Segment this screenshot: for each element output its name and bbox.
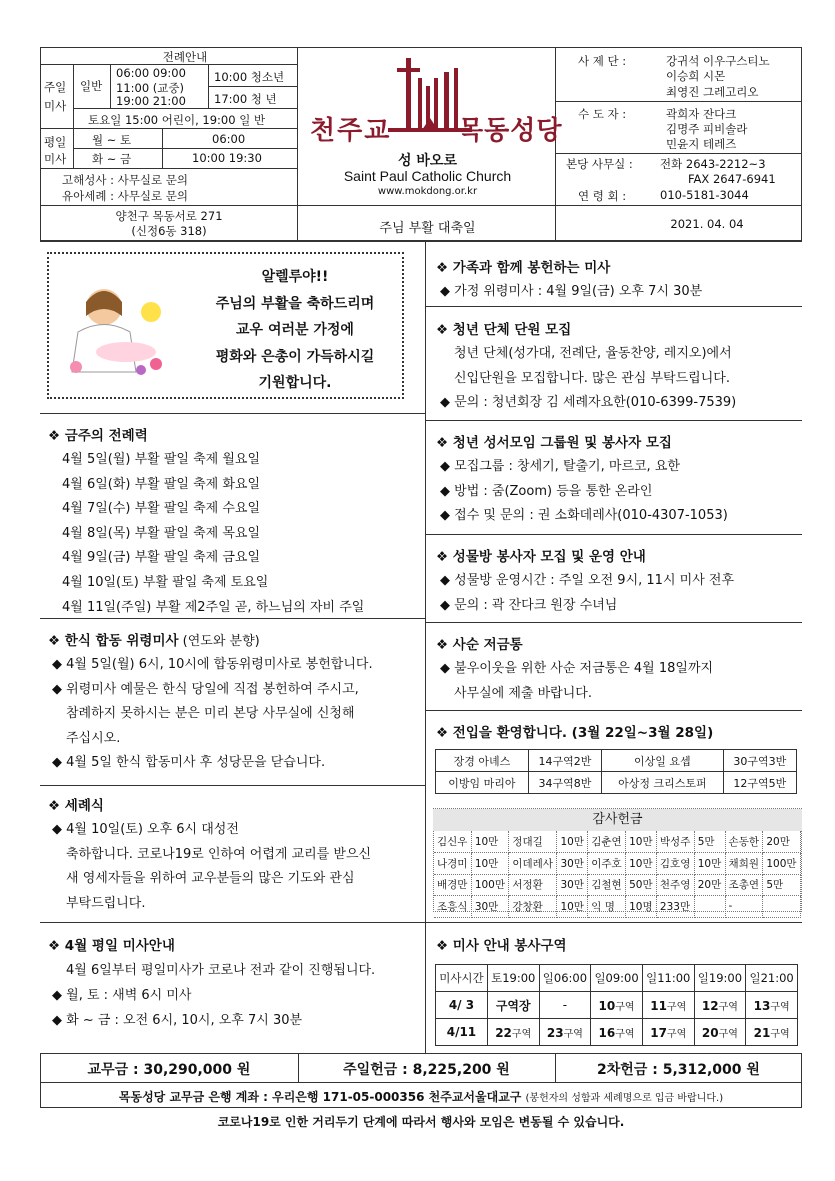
- youth-line: 청년 단체(성가대, 전례단, 율동찬양, 레지오)에서: [454, 346, 732, 361]
- nun-1: 곽희자 잔다크: [666, 107, 737, 121]
- weekday-days-2: 화 ~ 금: [92, 152, 132, 166]
- liturgy-item: 4월 10일(토) 부활 팔일 축제 토요일: [62, 574, 269, 590]
- lent-title: ❖ 사순 저금통: [436, 637, 523, 653]
- youth-line: 신입단원을 모집합니다. 많은 관심 부탁드립니다.: [454, 370, 730, 386]
- thanks-title: 감사헌금: [433, 809, 802, 831]
- greeting-message: [190, 264, 400, 397]
- family-mass-line: ◆ 가정 위령미사 : 4월 9일(금) 오후 7시 30분: [440, 284, 703, 299]
- office-fax: FAX 2647-6941: [688, 172, 776, 186]
- weekday-time-1: 06:00: [212, 132, 246, 146]
- nun-2: 김명주 피비솔라: [666, 122, 748, 136]
- welcome-name: 장경 아녜스: [436, 750, 529, 772]
- weekday-mass-line: 4월 6일부터 평일미사가 코로나 전과 같이 진행됩니다.: [66, 963, 376, 978]
- liturgy-item: 4월 11일(주일) 부활 제2주일 곧, 하느님의 자비 주일: [62, 599, 365, 615]
- sunday-offering-total: 주일헌금 : 8,225,200 원: [343, 1062, 510, 1078]
- bank-account: [40, 1088, 802, 1105]
- table-row: 조흥식 30만 강창환 10만 익 명 10명 233만 -: [434, 896, 801, 918]
- welcome-zone: 14구역2반: [528, 750, 601, 772]
- welcome-name: 아상정 크리스토퍼: [602, 772, 724, 794]
- liturgy-item: 4월 7일(수) 부활 팔일 축제 수요일: [62, 501, 261, 517]
- table-row: 배경만 100만 서정환 30만 김철현 50만 천주영 20만 조총연 5만: [434, 874, 801, 896]
- welcome-zone: 12구역5반: [723, 772, 796, 794]
- dues-total: 교무금 : 30,290,000 원: [87, 1062, 251, 1078]
- confession-info: 고해성사 : 사무실로 문의: [62, 173, 188, 187]
- sunday-time-1: 06:00 09:00: [116, 66, 186, 80]
- welcome-zone: 30구역3반: [723, 750, 796, 772]
- schedule-title: 전례안내: [162, 50, 208, 64]
- priest-2: 이승희 시몬: [666, 69, 726, 83]
- hansik-line: ◆ 위령미사 예물은 한식 당일에 직접 봉헌하여 주시고,: [52, 681, 359, 697]
- bible-line: ◆ 접수 및 문의 : 권 소화데레사(010-4307-1053): [440, 508, 728, 524]
- sunday-general-label: 일반: [80, 79, 103, 93]
- bank-note: (봉헌자의 성함과 세례명으로 입금 바랍니다.): [525, 1093, 724, 1104]
- youth-lines: [440, 342, 736, 416]
- greeting-line-3: 교우 여러분 가정에: [236, 322, 354, 338]
- store-lines: [440, 569, 734, 618]
- sunday-mass-label: 주일 미사: [44, 80, 67, 113]
- weekday-mass-lines: [52, 958, 375, 1033]
- second-offering-total: 2차헌금 : 5,312,000 원: [597, 1062, 760, 1078]
- youth-title: ❖ 청년 단체 단원 모집: [436, 322, 572, 338]
- table-row: [436, 750, 797, 772]
- legion-label: 연 령 회 :: [578, 189, 627, 203]
- baptism-lines: [52, 818, 371, 916]
- sunday-time-2: 11:00 (교중): [116, 81, 184, 95]
- infant-baptism-info: 유아세례 : 사무실로 문의: [62, 189, 188, 203]
- mass-service-title: ❖ 미사 안내 봉사구역: [436, 938, 567, 954]
- family-mass-title: ❖ 가족과 함께 봉헌하는 미사: [436, 260, 611, 276]
- baptism-title: ❖ 세례식: [48, 798, 104, 814]
- address-line-1: 양천구 목동서로 271: [115, 209, 223, 223]
- weekday-mass-line: ◆ 월, 토 : 새벽 6시 미사: [52, 988, 192, 1003]
- website-link[interactable]: www.mokdong.or.kr: [377, 186, 478, 197]
- lent-lines: [440, 657, 713, 706]
- jesus-illustration-icon: [56, 272, 171, 377]
- office-label: 본당 사무실 :: [566, 157, 633, 171]
- liturgy-title: ❖ 금주의 전례력: [48, 428, 148, 444]
- nuns-label: 수 도 자 :: [578, 107, 627, 121]
- liturgy-item: 4월 8일(목) 부활 팔일 축제 목요일: [62, 525, 261, 541]
- feast-title: 주님 부활 대축일: [379, 221, 476, 236]
- saturday-mass: 토요일 15:00 어린이, 19:00 일 반: [88, 113, 266, 127]
- bible-line: ◆ 방법 : 줌(Zoom) 등을 통한 온라인: [440, 483, 653, 499]
- mass-service-table: [435, 964, 798, 1046]
- hansik-title: ❖ 한식 합동 위령미사: [48, 633, 179, 649]
- welcome-name: 이상일 요셉: [602, 750, 724, 772]
- baptism-line: 축하합니다. 코로나19로 인하여 어렵게 교리를 받으신: [66, 846, 372, 862]
- welcome-name: 이방임 마리아: [436, 772, 529, 794]
- covid-notice: 코로나19로 인한 거리두기 단계에 따라서 행사와 모임은 변동될 수 있습니다.: [217, 1115, 625, 1129]
- hansik-line: 참례하지 못하시는 분은 미리 본당 사무실에 신청해: [66, 706, 355, 722]
- priest-3: 최영진 그레고리오: [666, 85, 759, 99]
- bible-title: ❖ 청년 성서모임 그룹원 및 봉사자 모집: [436, 435, 672, 451]
- table-row: 김신우 10만 정대길 10만 김춘연 10만 박성주 5만 손동한 20만: [434, 831, 801, 853]
- thanks-table: [434, 831, 801, 918]
- priest-1: 강귀석 이우구스티노: [666, 54, 770, 68]
- church-name-left: 천주교: [310, 116, 392, 146]
- hansik-line: ◆ 4월 5일 한식 합동미사 후 성당문을 닫습니다.: [52, 755, 326, 771]
- table-row: 4/11 22구역 23구역 16구역 17구역 20구역 21구역: [436, 1019, 798, 1046]
- bible-line: ◆ 모집그룹 : 창세기, 탈출기, 마르코, 요한: [440, 459, 680, 474]
- table-row: [436, 772, 797, 794]
- lent-line: 사무실에 제출 바랍니다.: [454, 685, 592, 701]
- weekday-mass-title: ❖ 4월 평일 미사안내: [48, 938, 175, 954]
- church-patron: 성 바오로: [398, 153, 457, 169]
- bank-account-text: 목동성당 교무금 은행 계좌 : 우리은행 171-05-000356 천주교서울대교구: [118, 1090, 522, 1104]
- greeting-line-2: 주님의 부활을 축하드리며: [215, 295, 375, 312]
- church-english-name: Saint Paul Catholic Church: [343, 168, 512, 184]
- table-row: 4/ 3 구역장 - 10구역 11구역 12구역 13구역: [436, 992, 798, 1019]
- sunday-youth: 10:00 청소년: [214, 70, 285, 84]
- sunday-young-adult: 17:00 청 년: [214, 92, 277, 106]
- greeting-line-5: 기원합니다.: [258, 375, 332, 391]
- hansik-heading: [48, 629, 260, 649]
- welcome-zone: 34구역8반: [528, 772, 601, 794]
- bible-lines: [440, 455, 728, 529]
- legion-tel: 010-5181-3044: [660, 188, 749, 202]
- youth-line: ◆ 문의 : 청년회장 김 세례자요한(010-6399-7539): [440, 395, 737, 411]
- bulletin-date: 2021. 04. 04: [670, 217, 744, 231]
- church-name-right: 목동성당: [458, 116, 563, 146]
- lent-line: ◆ 불우이웃을 위한 사순 저금통은 4월 18일까지: [440, 661, 714, 676]
- nun-3: 민윤지 테레즈: [666, 137, 737, 151]
- hansik-subtitle: (연도와 분향): [182, 634, 260, 649]
- table-row: 나경미 10만 이데레사 30만 이주호 10만 김호영 10만 채희원 100만: [434, 853, 801, 875]
- hansik-line: ◆ 4월 5일(월) 6시, 10시에 합동위령미사로 봉헌합니다.: [52, 657, 373, 672]
- baptism-line: 부탁드립니다.: [66, 895, 146, 911]
- store-line: ◆ 성물방 운영시간 : 주일 오전 9시, 11시 미사 전후: [440, 573, 734, 588]
- liturgy-item: 4월 9일(금) 부활 팔일 축제 금요일: [62, 550, 261, 566]
- liturgy-list: [62, 448, 364, 620]
- greeting-line-1: 알렐루야!!: [261, 269, 329, 285]
- weekday-mass-line: ◆ 화 ~ 금 : 오전 6시, 10시, 오후 7시 30분: [52, 1013, 303, 1028]
- welcome-table: [435, 749, 797, 794]
- greeting-line-4: 평화와 은총이 가득하시길: [215, 348, 375, 365]
- address-line-2: (신정6동 318): [131, 224, 207, 238]
- sunday-time-3: 19:00 21:00: [116, 94, 186, 108]
- weekday-time-2: 10:00 19:30: [192, 151, 262, 165]
- office-tel: 전화 2643-2212~3: [660, 157, 766, 171]
- weekday-days-1: 월 ~ 토: [92, 133, 132, 147]
- table-row: 미사시간 토19:00 일06:00 일09:00 일11:00 일19:00 일21:00: [436, 965, 798, 992]
- liturgy-item: 4월 5일(월) 부활 팔일 축제 월요일: [62, 452, 261, 467]
- welcome-title: ❖ 전입을 환영합니다. (3월 22일~3월 28일): [436, 725, 714, 741]
- liturgy-item: 4월 6일(화) 부활 팔일 축제 화요일: [62, 476, 261, 492]
- priests-label: 사 제 단 :: [578, 54, 627, 68]
- store-title: ❖ 성물방 봉사자 모집 및 운영 안내: [436, 549, 646, 565]
- weekday-mass-label: 평일 미사: [44, 135, 67, 166]
- baptism-line: ◆ 4월 10일(토) 오후 6시 대성전: [52, 822, 239, 837]
- hansik-line: 주십시오.: [66, 730, 121, 746]
- hansik-lines: [52, 653, 373, 776]
- store-line: ◆ 문의 : 곽 잔다크 원장 수녀님: [440, 597, 618, 613]
- baptism-line: 새 영세자들을 위하여 교우분들의 많은 기도와 관심: [66, 871, 355, 887]
